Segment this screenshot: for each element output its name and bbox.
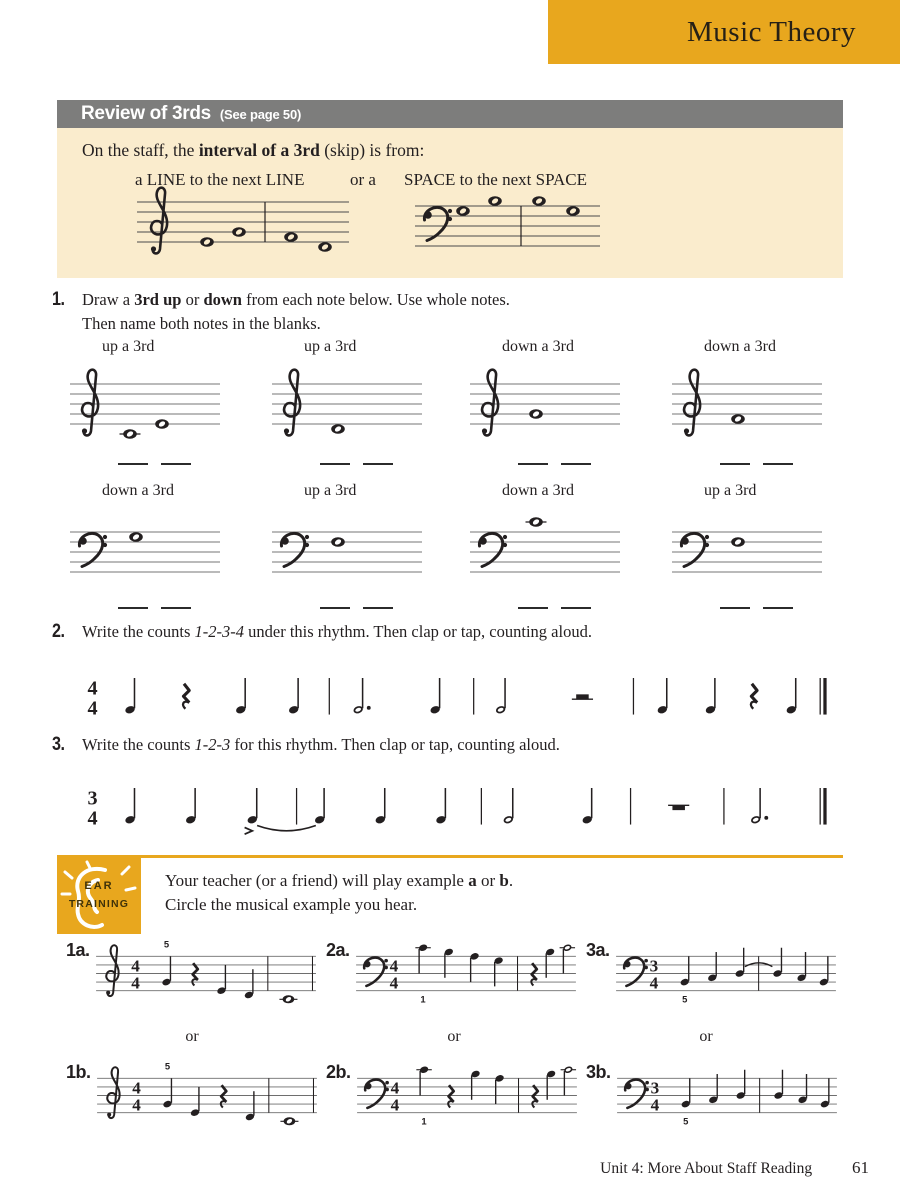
svg-text:4: 4 xyxy=(650,1095,659,1115)
ex1-cell-4-label: down a 3rd xyxy=(704,338,776,355)
footer-page-number: 61 xyxy=(852,1158,869,1177)
ex1-text-part: from each note below. Use whole notes. xyxy=(242,290,510,309)
ex1-text-part: Draw a xyxy=(82,290,135,309)
answer-blank[interactable] xyxy=(118,458,148,465)
staff-review-treble xyxy=(137,184,349,274)
ear-text-part: or xyxy=(476,871,500,890)
svg-text:4: 4 xyxy=(390,1095,399,1115)
staff-ex1-treble-2 xyxy=(272,360,422,452)
line-to-line-label: a LINE to the next LINE xyxy=(135,170,305,189)
answer-blank[interactable] xyxy=(561,458,591,465)
exercise-1-text xyxy=(82,288,702,336)
example-1b-label: 1b. xyxy=(66,1062,91,1082)
ex1-cell-3-blanks[interactable] xyxy=(518,452,620,470)
staff-example-3b xyxy=(617,1056,837,1135)
ear-icon xyxy=(57,858,141,934)
example-2b-label: 2b. xyxy=(326,1062,351,1082)
ex2-text-part: under this rhythm. Then clap or tap, counting aloud. xyxy=(244,622,592,641)
staff-review-bass xyxy=(415,192,600,262)
example-2a-label: 2a. xyxy=(326,940,350,960)
svg-text:4: 4 xyxy=(389,973,398,993)
ex1-cell-1 xyxy=(70,338,220,470)
page-title: Music Theory xyxy=(687,15,856,48)
page-footer xyxy=(57,1158,869,1178)
ex1-cell-3 xyxy=(470,338,620,470)
svg-text:3: 3 xyxy=(87,787,98,810)
review-page-ref: (See page 50) xyxy=(219,107,302,122)
ex2-text-italic: 1-2-3-4 xyxy=(194,622,244,641)
answer-blank[interactable] xyxy=(363,602,393,609)
svg-text:1: 1 xyxy=(420,1116,427,1128)
or-label-2: or xyxy=(447,1028,461,1045)
ex1-text-part: or xyxy=(181,290,204,309)
rhythm-line-ex3 xyxy=(75,762,830,839)
ex1-cell-7-label: down a 3rd xyxy=(502,482,574,499)
ex3-text-part: for this rhythm. Then clap or tap, counting aloud. xyxy=(230,735,560,754)
or-label-1: or xyxy=(185,1028,199,1045)
svg-text:4: 4 xyxy=(389,956,398,976)
answer-blank[interactable] xyxy=(320,602,350,609)
ear-text-part: . xyxy=(508,871,514,890)
example-2b[interactable] xyxy=(326,1056,577,1135)
ex1-cell-1-blanks[interactable] xyxy=(118,452,220,470)
svg-text:4: 4 xyxy=(649,973,658,993)
review-intro xyxy=(82,140,424,161)
example-3a[interactable] xyxy=(586,934,836,1013)
ex1-cell-4-blanks[interactable] xyxy=(720,452,822,470)
ex1-cell-3-label: down a 3rd xyxy=(502,338,574,355)
example-3a-label: 3a. xyxy=(586,940,610,960)
ear-badge-line2: TRAINING xyxy=(68,898,130,910)
svg-text:4: 4 xyxy=(87,807,98,830)
svg-text:5: 5 xyxy=(682,1116,688,1128)
ex1-cell-2 xyxy=(272,338,422,470)
staff-example-1a xyxy=(96,934,316,1013)
svg-text:4: 4 xyxy=(131,1095,141,1115)
svg-text:4: 4 xyxy=(390,1078,399,1098)
ex1-cell-7 xyxy=(470,482,620,614)
exercise-3-text xyxy=(82,733,822,757)
rhythm-line-ex2 xyxy=(75,652,830,729)
answer-blank[interactable] xyxy=(561,602,591,609)
answer-blank[interactable] xyxy=(763,602,793,609)
svg-text:4: 4 xyxy=(131,1078,141,1098)
review-header-bar xyxy=(57,100,843,128)
svg-text:4: 4 xyxy=(87,677,98,700)
exercise-2-text xyxy=(82,620,822,644)
svg-text:5: 5 xyxy=(681,994,687,1006)
example-1a-label: 1a. xyxy=(66,940,90,960)
answer-blank[interactable] xyxy=(363,458,393,465)
ex1-cell-2-label: up a 3rd xyxy=(304,338,357,355)
ear-text-bold-a: a xyxy=(468,871,477,890)
ex1-cell-1-label: up a 3rd xyxy=(102,338,155,355)
review-box xyxy=(57,128,843,278)
answer-blank[interactable] xyxy=(320,458,350,465)
ex1-cell-6-label: up a 3rd xyxy=(304,482,357,499)
ear-text-bold-b: b xyxy=(499,871,509,890)
svg-text:4: 4 xyxy=(130,956,140,976)
or-a-label: or a xyxy=(350,170,376,189)
exercise-1-number: 1. xyxy=(52,289,65,310)
answer-blank[interactable] xyxy=(518,458,548,465)
ear-text-part: Your teacher (or a friend) will play example xyxy=(165,871,469,890)
answer-blank[interactable] xyxy=(518,602,548,609)
ex1-cell-5-blanks[interactable] xyxy=(118,596,220,614)
ex1-text-bold: down xyxy=(203,290,242,309)
exercise-3-number: 3. xyxy=(52,734,65,755)
example-3b[interactable] xyxy=(586,1056,837,1135)
ex1-cell-6-blanks[interactable] xyxy=(320,596,422,614)
footer-unit-title: Unit 4: More About Staff Reading xyxy=(600,1160,813,1177)
staff-ex1-bass-3 xyxy=(470,504,620,596)
answer-blank[interactable] xyxy=(720,458,750,465)
ex1-cell-2-blanks[interactable] xyxy=(320,452,422,470)
space-to-space-label: SPACE to the next SPACE xyxy=(404,170,587,189)
review-intro-text: On the staff, the xyxy=(82,140,199,160)
answer-blank[interactable] xyxy=(161,458,191,465)
ex1-cell-7-blanks[interactable] xyxy=(518,596,620,614)
example-1a[interactable] xyxy=(66,934,316,1013)
example-2a[interactable] xyxy=(326,934,576,1013)
answer-blank[interactable] xyxy=(161,602,191,609)
ex1-text-bold: 3rd up xyxy=(134,290,182,309)
staff-ex1-bass-2 xyxy=(272,504,422,596)
answer-blank[interactable] xyxy=(720,602,750,609)
svg-text:4: 4 xyxy=(130,973,140,993)
staff-ex1-treble-4 xyxy=(672,360,822,452)
example-1b[interactable] xyxy=(66,1056,317,1135)
staff-ex1-treble-3 xyxy=(470,360,620,452)
ex3-text-part: Write the counts xyxy=(82,735,195,754)
svg-text:5: 5 xyxy=(164,1061,170,1073)
ex1-cell-8 xyxy=(672,482,822,614)
review-intro-text2: (skip) is from: xyxy=(319,140,425,160)
ear-training-badge xyxy=(57,858,141,934)
page-banner xyxy=(548,0,900,64)
ex1-cell-4 xyxy=(672,338,822,470)
staff-ex1-treble-1 xyxy=(70,360,220,452)
svg-text:1: 1 xyxy=(419,994,426,1006)
ex1-text-line2: Then name both notes in the blanks. xyxy=(82,313,321,333)
svg-text:4: 4 xyxy=(87,697,98,720)
ex1-cell-6 xyxy=(272,482,422,614)
exercise-3-heading xyxy=(52,733,822,757)
staff-example-3a xyxy=(616,934,836,1013)
review-title: Review of 3rds xyxy=(81,103,211,124)
staff-example-1b xyxy=(97,1056,317,1135)
ear-text-line2: Circle the musical example you hear. xyxy=(165,895,418,915)
exercise-2-heading xyxy=(52,620,822,644)
ex1-cell-8-blanks[interactable] xyxy=(720,596,822,614)
ex1-cell-5-label: down a 3rd xyxy=(102,482,174,499)
ex1-cell-5 xyxy=(70,482,220,614)
svg-text:3: 3 xyxy=(650,1078,659,1098)
answer-blank[interactable] xyxy=(763,458,793,465)
staff-ex1-bass-1 xyxy=(70,504,220,596)
ex3-text-italic: 1-2-3 xyxy=(194,735,231,754)
ear-training-rule xyxy=(57,855,843,858)
ex2-text-part: Write the counts xyxy=(82,622,195,641)
review-intro-bold: interval of a 3rd xyxy=(198,140,320,160)
or-label-3: or xyxy=(699,1028,713,1045)
staff-example-2a xyxy=(356,934,576,1013)
ex1-cell-8-label: up a 3rd xyxy=(704,482,757,499)
example-3b-label: 3b. xyxy=(586,1062,611,1082)
exercise-2-number: 2. xyxy=(52,621,65,642)
svg-text:3: 3 xyxy=(649,956,658,976)
svg-text:5: 5 xyxy=(163,939,169,951)
staff-ex1-bass-4 xyxy=(672,504,822,596)
answer-blank[interactable] xyxy=(118,602,148,609)
staff-example-2b xyxy=(357,1056,577,1135)
exercise-1-heading xyxy=(52,288,702,336)
ear-training-instructions xyxy=(165,869,513,917)
ear-badge-line1: EAR xyxy=(84,880,114,892)
